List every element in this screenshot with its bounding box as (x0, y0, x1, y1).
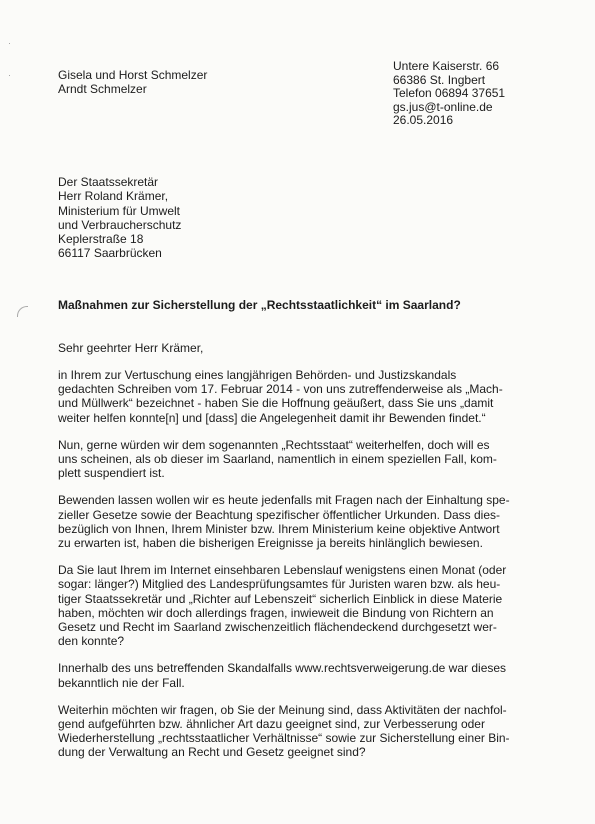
body-line: bezüglich von Ihnen, Ihrem Minister bzw. Ihrem Ministerium keine objektive Antwort (58, 521, 500, 536)
body-paragraph (58, 563, 518, 648)
scan-speck: · (8, 38, 11, 48)
body-line: in Ihrem zur Vertuschung eines langjährigen Behörden- und Justizskandals (58, 368, 457, 382)
body-line: gedachten Schreiben vom 17. Februar 2014 - von uns zutreffenderweise als „Mach- (58, 382, 503, 397)
body-line: plett suspendiert ist. (58, 466, 165, 481)
body-line: Weiterhin möchten wir fragen, ob Sie der Meinung sind, dass Aktivitäten der nachfol- (58, 702, 507, 717)
body-line: Nun, gerne würden wir dem sogenannten „Rechtsstaat“ weiterhelfen, doch will es (58, 437, 490, 452)
contact-block (393, 60, 505, 128)
body-line: Da Sie laut Ihrem im Internet einsehbaren Lebenslauf wenigstens einen Monat (oder (58, 563, 507, 578)
recipient-line: Ministerium für Umwelt (58, 203, 181, 218)
body-paragraph (58, 438, 518, 481)
body-line: Bewenden lassen wollen wir es heute jedenfalls mit Fragen nach der Einhaltung spe- (58, 493, 510, 508)
body-line: Gesetz und Recht im Saarland zwischenzeitlich flächendeckend durchgesetzt wer- (58, 620, 497, 635)
body-line: sogar: länger?) Mitglied des Landesprüfungsamtes für Juristen waren bzw. als heu- (58, 577, 501, 592)
sender-block (58, 68, 207, 96)
sender-line: Gisela und Horst Schmelzer (58, 68, 208, 82)
subject-line: Maßnahmen zur Sicherstellung der „Rechtsstaatlichkeit“ im Saarland? (58, 298, 461, 312)
body-line: Innerhalb des uns betreffenden Skandalfalls www.rechtsverweigerung.de war dieses (58, 661, 507, 676)
body-line: zu erwarten ist, haben die bisherigen Ereignisse ja bereits hinlänglich bewiesen. (58, 536, 483, 551)
body-line: haben, möchten wir doch allerdings fragen, inwieweit die Bindung von Richtern an (58, 605, 494, 620)
punch-hole-mark (17, 306, 28, 317)
body-line: den konnte? (58, 634, 125, 649)
scan-speck: · (8, 70, 11, 80)
body-line: Wiederherstellung „rechtsstaatlicher Verhältnisse“ sowie zur Sicherstellung einer Bin- (58, 731, 510, 746)
contact-phone: Telefon 06894 37651 (393, 86, 506, 101)
recipient-line: und Verbraucherschutz (58, 217, 182, 232)
body-paragraph (58, 703, 518, 760)
body-line: uns scheinen, als ob dieser im Saarland, namentlich in einem speziellen Fall, kom- (58, 452, 497, 467)
contact-street: Untere Kaiserstr. 66 (393, 59, 500, 73)
letter-date: 26.05.2016 (393, 113, 454, 128)
body-line: dung der Verwaltung an Recht und Gesetz geeignet sind? (58, 745, 366, 760)
recipient-line: 66117 Saarbrücken (58, 246, 162, 261)
letter-body (58, 368, 518, 773)
body-line: gend aufgeführten bzw. ähnlicher Art dazu geeignet sind, zur Verbesserung oder (58, 717, 485, 732)
recipient-line: Der Staatssekretär (58, 175, 159, 189)
sender-line: Arndt Schmelzer (58, 82, 147, 96)
body-line: tiger Staatssekretär und „Richter auf Lebenszeit“ sicherlich Einblick in diese Materie (58, 591, 503, 606)
recipient-line: Keplerstraße 18 (58, 232, 144, 247)
body-paragraph (58, 661, 518, 689)
body-paragraph (58, 368, 518, 425)
body-line: bekanntlich nie der Fall. (58, 675, 185, 690)
contact-city: 66386 St. Ingbert (393, 72, 486, 87)
body-line: weiter helfen konnte[n] und [dass] die Angelegenheit damit ihr Bewenden findet.“ (58, 410, 486, 425)
body-line: und Müllwerk“ bezeichnet - haben Sie die Hoffnung geäußert, dass Sie uns „damit (58, 396, 494, 411)
salutation: Sehr geehrter Herr Krämer, (58, 341, 204, 355)
recipient-line: Herr Roland Krämer, (58, 189, 169, 204)
contact-email: gs.jus@t-online.de (393, 99, 493, 114)
body-paragraph (58, 493, 518, 550)
body-line: zieller Gesetze sowie der Beachtung spezifischer öffentlicher Urkunden. Dass dies- (58, 507, 500, 522)
recipient-block (58, 175, 181, 261)
